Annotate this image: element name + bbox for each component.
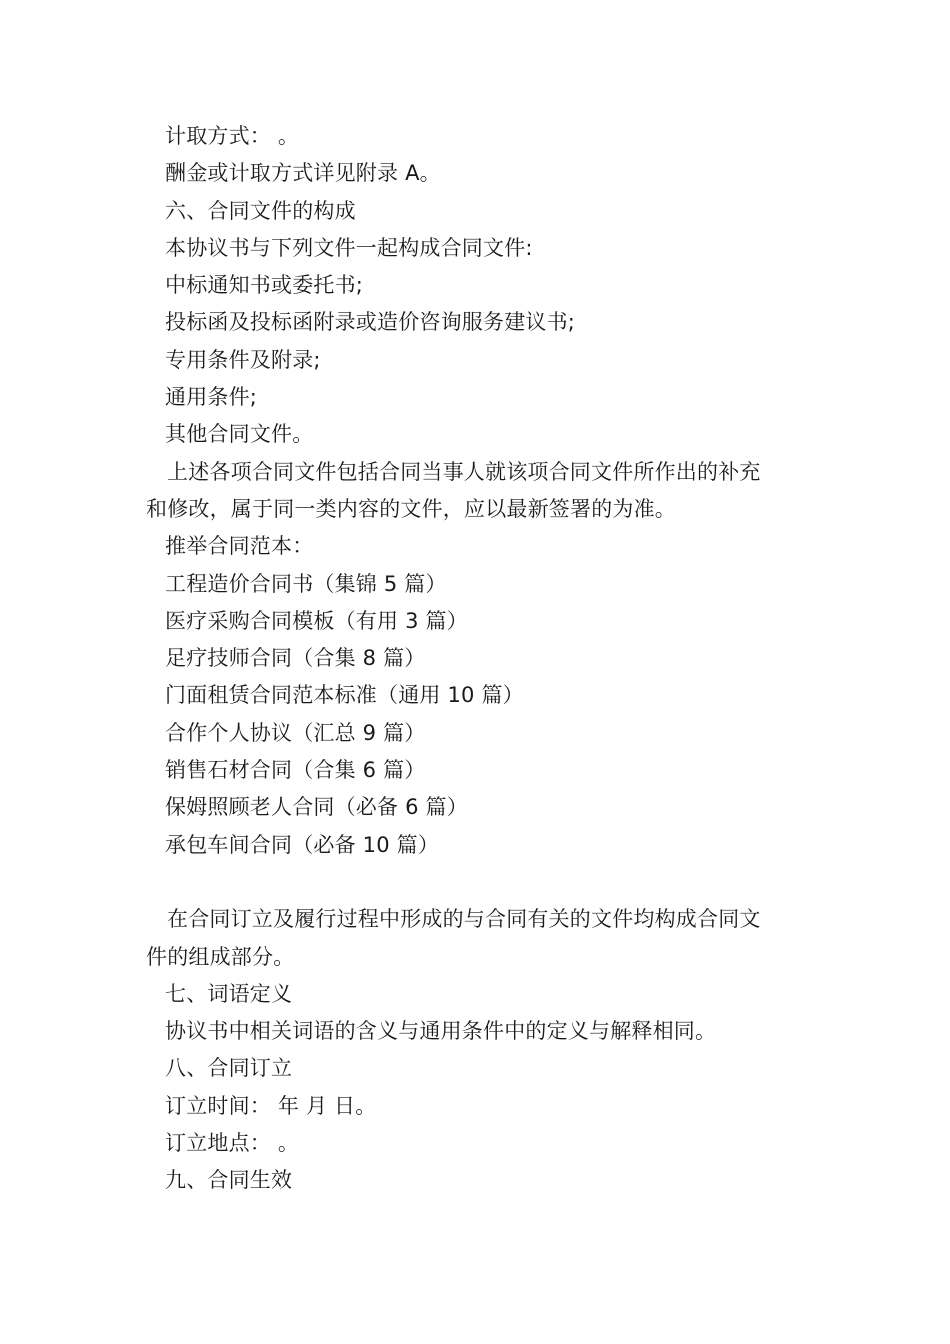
- template-link[interactable]: 保姆照顾老人合同（必备 6 篇）: [165, 795, 468, 820]
- formation-paragraph: [146, 901, 818, 976]
- signing-place-line: 订立地点： 。: [165, 1131, 300, 1156]
- formation-paragraph-line-1: 在合同订立及履行过程中形成的与合同有关的文件均构成合同文: [167, 907, 761, 932]
- supplement-paragraph: [146, 454, 818, 529]
- section-6-heading: 六、合同文件的构成: [165, 198, 356, 223]
- template-link[interactable]: 销售石材合同（合集 6 篇）: [165, 758, 426, 783]
- supplement-paragraph-line-2: 和修改，属于同一类内容的文件，应以最新签署的为准。: [146, 496, 676, 521]
- template-link[interactable]: 合作个人协议（汇总 9 篇）: [165, 720, 426, 745]
- template-link[interactable]: 门面租赁合同范本标准（通用 10 篇）: [165, 683, 524, 708]
- blank-line: [146, 864, 818, 901]
- template-link[interactable]: 足疗技师合同（合集 8 篇）: [165, 646, 426, 671]
- section-8-heading: 八、合同订立: [165, 1056, 293, 1081]
- contract-docs-intro: 本协议书与下列文件一起构成合同文件:: [165, 235, 533, 260]
- formation-paragraph-line-2: 件的组成部分。: [146, 944, 295, 969]
- section-9-heading: 九、合同生效: [165, 1168, 293, 1193]
- signing-time-line: 订立时间： 年 月 日。: [165, 1093, 377, 1118]
- section-7-heading: 七、词语定义: [165, 981, 293, 1006]
- fee-appendix-line: 酬金或计取方式详见附录 A。: [165, 161, 441, 186]
- doc-item-bid-letter: 投标函及投标函附录或造价咨询服务建议书;: [165, 310, 576, 335]
- template-link[interactable]: 工程造价合同书（集锦 5 篇）: [165, 571, 447, 596]
- doc-item-general-conditions: 通用条件;: [165, 385, 258, 410]
- supplement-paragraph-line-1: 上述各项合同文件包括合同当事人就该项合同文件所作出的补充: [167, 459, 761, 484]
- template-link[interactable]: 承包车间合同（必备 10 篇）: [165, 832, 440, 857]
- fee-method-line: 计取方式： 。: [165, 124, 300, 148]
- document-body: [146, 118, 818, 1200]
- recommended-templates-heading: 推举合同范本：: [165, 534, 314, 559]
- doc-item-other: 其他合同文件。: [165, 422, 314, 447]
- definitions-line: 协议书中相关词语的含义与通用条件中的定义与解释相同。: [165, 1019, 717, 1044]
- doc-item-special-conditions: 专用条件及附录;: [165, 347, 321, 372]
- doc-item-award-notice: 中标通知书或委托书;: [165, 273, 364, 298]
- template-link[interactable]: 医疗采购合同模板（有用 3 篇）: [165, 608, 468, 633]
